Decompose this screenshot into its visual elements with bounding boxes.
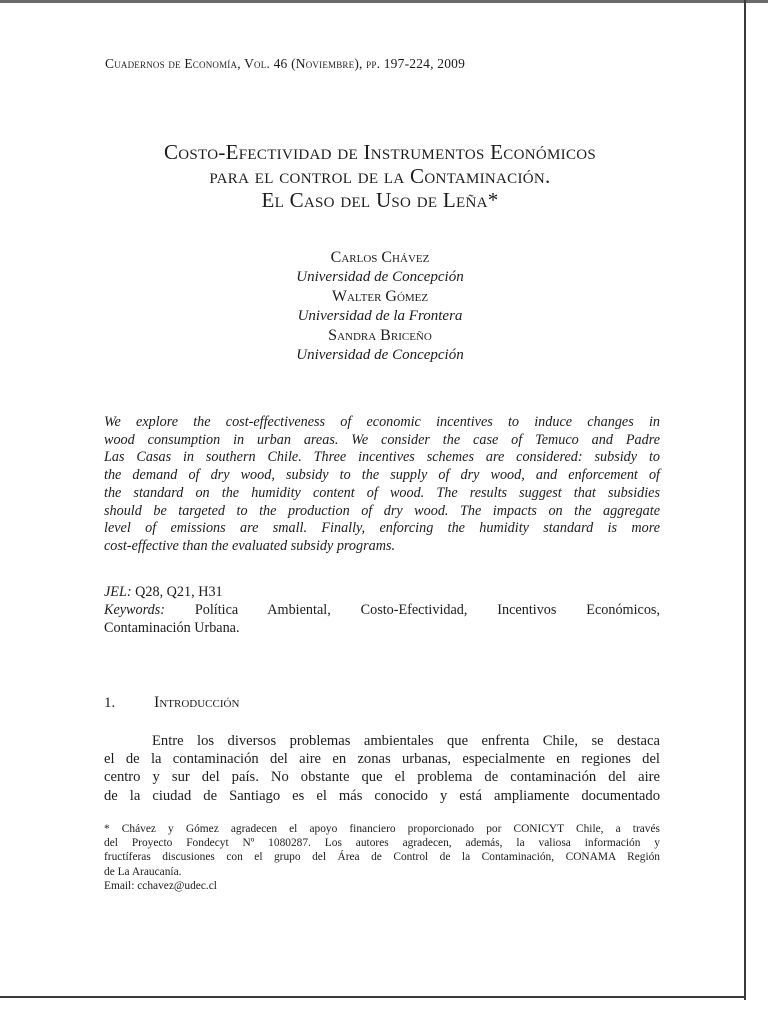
body-line: Entre los diversos problemas ambientales que enfrenta Chile, se destaca: [152, 733, 660, 749]
scan-edge-bottom: [0, 996, 746, 998]
jel-keywords: [104, 583, 660, 637]
scan-edge-right: [744, 0, 746, 1000]
footnote-line: * Chávez y Gómez agradecen el apoyo financiero proporcionado por CONICYT Chile, a través: [104, 823, 660, 835]
title-line-2: para el control de la Contaminación.: [209, 164, 551, 188]
abstract: [104, 414, 660, 556]
footnote-line: de La Araucanía.: [104, 865, 182, 878]
footnote-email: Email: cchavez@udec.cl: [104, 879, 217, 892]
section-number: 1.: [104, 695, 116, 711]
running-head: Cuadernos de Economía, Vol. 46 (Noviembre), pp. 197-224, 2009: [105, 56, 466, 71]
abstract-line: should be targeted to the production of dry wood. The impacts on the aggregate: [104, 502, 660, 519]
keywords-values: Política Ambiental, Costo-Efectividad, Incentivos Económicos,: [164, 602, 660, 618]
body-paragraph: [104, 732, 660, 805]
footnote-line: fructíferas discusiones con el grupo del Área de Control de la Contaminación, CONAMA Región: [104, 851, 660, 864]
section-title: Introducción: [154, 694, 240, 711]
author-block: [180, 248, 580, 365]
author-name: Sandra Briceño: [328, 327, 432, 344]
jel-codes: Q28, Q21, H31: [131, 584, 223, 600]
jel-line: [104, 583, 660, 601]
author-affiliation: Universidad de la Frontera: [297, 307, 463, 324]
abstract-line: wood consumption in urban areas. We consider the case of Temuco and Padre: [104, 431, 660, 448]
author-name: Carlos Chávez: [330, 249, 430, 266]
body-line: de la ciudad de Santiago es el más conocido y está ampliamente documentado: [104, 787, 660, 804]
jel-label: JEL:: [104, 584, 132, 600]
body-line: centro y sur del país. No obstante que el problema de contaminación del aire: [104, 769, 660, 786]
keywords-line-2: Contaminación Urbana.: [104, 620, 240, 636]
body-line: el de la contaminación del aire en zonas urbanas, especialmente en regiones del: [104, 751, 660, 768]
keywords-label: Keywords:: [104, 602, 165, 618]
footnote: [104, 822, 660, 893]
title-line-3: El Caso del Uso de Leña*: [261, 188, 499, 212]
section-heading: [104, 694, 660, 712]
abstract-line: Las Casas in southern Chile. Three incentives schemes are considered: subsidy to: [104, 449, 660, 466]
footnote-line: del Proyecto Fondecyt Nº 1080287. Los autores agradecen, además, la valiosa información y: [104, 837, 660, 850]
abstract-line: We explore the cost-effectiveness of economic incentives to induce changes in: [104, 414, 660, 430]
scan-edge-top: [0, 0, 768, 3]
author-affiliation: Universidad de Concepción: [296, 346, 464, 363]
keywords-line: [104, 601, 660, 619]
abstract-line: level of emissions are small. Finally, enforcing the humidity standard is more: [104, 520, 660, 537]
paper-title: [60, 140, 700, 212]
abstract-line: cost-effective than the evaluated subsidy programs.: [104, 537, 396, 554]
author-name: Walter Gómez: [331, 288, 429, 305]
abstract-line: the standard on the humidity content of wood. The results suggest that subsidies: [104, 484, 660, 501]
title-line-1: Costo-Efectividad de Instrumentos Económicos: [163, 140, 597, 164]
abstract-line: the demand of dry wood, subsidy to the supply of dry wood, and enforcement of: [104, 467, 660, 484]
author-affiliation: Universidad de Concepción: [296, 268, 464, 285]
